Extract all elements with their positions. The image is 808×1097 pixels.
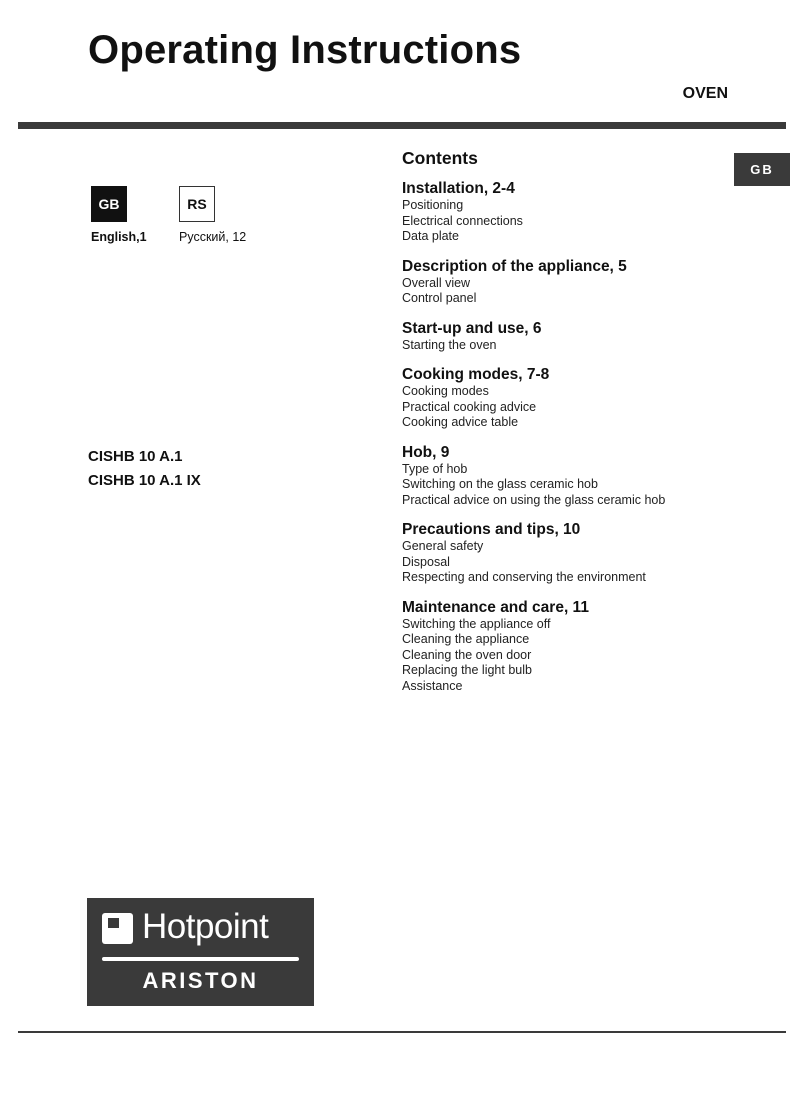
toc-section-startup [402,319,782,354]
toc-item[interactable]: Cooking modes [402,384,489,398]
model-list [88,448,201,496]
table-of-contents [402,148,782,706]
toc-item[interactable]: Cooking advice table [402,415,519,429]
language-gb-label: English,1 [91,230,147,244]
toc-item[interactable]: Overall view [402,275,471,290]
footer-divider [18,1031,786,1033]
toc-item[interactable]: Type of hob [402,461,468,476]
product-type: OVEN [682,85,728,102]
toc-section-cooking-modes [402,365,782,431]
toc-section-hob [402,443,782,509]
header-divider [18,122,786,129]
logo-brand-text: Hotpoint [142,907,269,946]
toc-item[interactable]: Cleaning the appliance [402,632,530,646]
model-name: CISHB 10 A.1 [88,448,183,465]
toc-item[interactable]: Starting the oven [402,337,497,352]
contents-heading: Contents [402,148,478,168]
toc-section-title[interactable]: Cooking modes, 7-8 [402,366,550,383]
toc-section-title[interactable]: Start-up and use, 6 [402,319,542,337]
toc-section-title[interactable]: Description of the appliance, 5 [402,257,627,275]
toc-section-precautions [402,520,782,586]
toc-section-installation [402,179,782,245]
toc-section-title[interactable]: Hob, 9 [402,443,450,461]
logo-mark-icon [102,913,133,944]
toc-item[interactable]: Practical cooking advice [402,399,537,414]
logo-sub-text: ARISTON [142,968,259,993]
toc-item[interactable]: Electrical connections [402,213,523,228]
toc-item[interactable]: Cleaning the oven door [402,647,532,662]
toc-section-maintenance [402,598,782,695]
toc-item[interactable]: Disposal [402,554,450,569]
language-tab[interactable]: GB [734,153,790,186]
toc-item[interactable]: Switching on the glass ceramic hob [402,477,598,491]
toc-item[interactable]: Positioning [402,198,464,212]
toc-item[interactable]: Switching the appliance off [402,616,551,631]
toc-item[interactable]: Replacing the light bulb [402,663,532,677]
brand-logo [87,898,314,1006]
language-rs-badge[interactable]: RS [179,186,215,222]
toc-item[interactable]: Respecting and conserving the environment [402,570,646,584]
logo-divider [102,957,299,961]
toc-item[interactable]: General safety [402,539,484,553]
toc-section-description [402,257,782,307]
toc-item[interactable]: Assistance [402,678,463,693]
language-rs-label: Русский, 12 [179,230,247,244]
toc-section-title[interactable]: Maintenance and care, 11 [402,598,589,616]
page-title: Operating Instructions [88,28,522,72]
toc-section-title[interactable]: Precautions and tips, 10 [402,521,581,538]
toc-item[interactable]: Practical advice on using the glass ceramic hob [402,492,666,507]
toc-item[interactable]: Control panel [402,291,477,305]
toc-section-title[interactable]: Installation, 2-4 [402,180,515,197]
toc-item[interactable]: Data plate [402,229,459,243]
language-gb-badge[interactable]: GB [91,186,127,222]
model-name: CISHB 10 A.1 IX [88,472,201,489]
